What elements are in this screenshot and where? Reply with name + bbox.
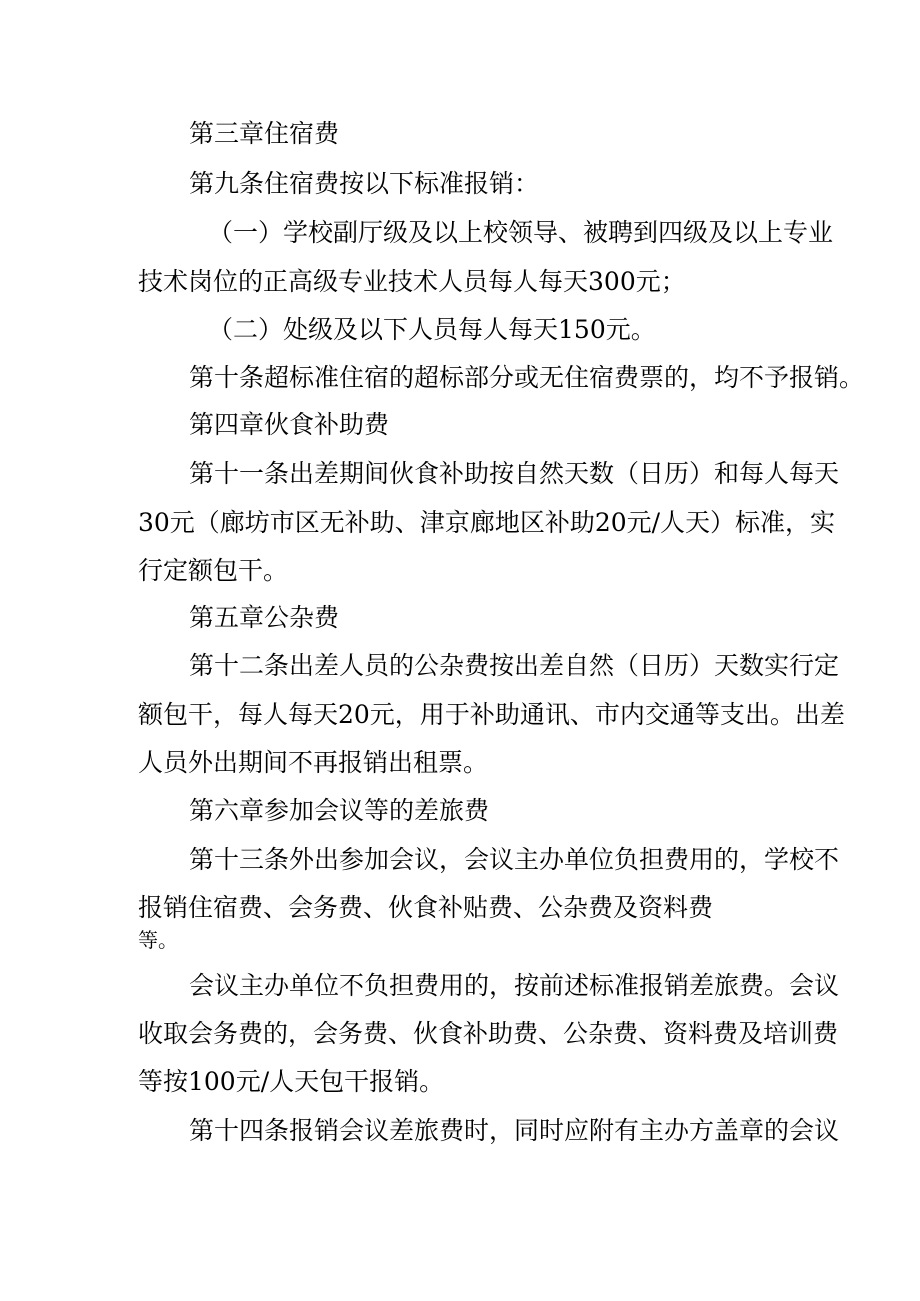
chapter-4-heading: 第四章伙食补助费 [189, 410, 390, 439]
article-12-cont-1: 额包干，每人每天20元，用于补助通讯、市内交通等支出。出差 [138, 700, 845, 729]
chapter-6-heading: 第六章参加会议等的差旅费 [189, 796, 490, 825]
meeting-paragraph-cont-1: 收取会务费的，会务费、伙食补助费、公杂费、资料费及培训费 [138, 1019, 839, 1048]
article-11-cont-2: 行定额包干。 [138, 556, 289, 585]
article-9-item-2: （二）处级及以下人员每人每天150元。 [208, 315, 656, 344]
article-12: 第十二条出差人员的公杂费按出差自然（日历）天数实行定 [189, 651, 840, 680]
article-10: 第十条超标准住宿的超标部分或无住宿费票的，均不予报销。 [189, 363, 865, 392]
article-13-cont-1: 报销住宿费、会务费、伙食补贴费、公杂费及资料费 [138, 893, 714, 922]
chapter-5-heading: 第五章公杂费 [189, 603, 340, 632]
article-12-cont-2: 人员外出期间不再报销出租票。 [138, 748, 489, 777]
article-14: 第十四条报销会议差旅费时，同时应附有主办方盖章的会议 [189, 1116, 840, 1145]
meeting-paragraph: 会议主办单位不负担费用的，按前述标准报销差旅费。会议 [189, 971, 840, 1000]
article-13-cont-2: 等。 [138, 928, 178, 952]
article-11: 第十一条出差期间伙食补助按自然天数（日历）和每人每天 [189, 459, 840, 488]
article-9: 第九条住宿费按以下标准报销： [189, 169, 540, 198]
meeting-paragraph-cont-2: 等按100元/人天包干报销。 [138, 1067, 445, 1096]
article-9-item-1-cont: 技术岗位的正高级专业技术人员每人每天300元； [138, 267, 686, 296]
article-11-cont-1: 30元（廊坊市区无补助、津京廊地区补助20元/人天）标准，实 [138, 508, 836, 537]
article-9-item-1: （一）学校副厅级及以上校领导、被聘到四级及以上专业 [208, 218, 834, 247]
article-13: 第十三条外出参加会议，会议主办单位负担费用的，学校不 [189, 845, 840, 874]
chapter-3-heading: 第三章住宿费 [189, 119, 340, 148]
